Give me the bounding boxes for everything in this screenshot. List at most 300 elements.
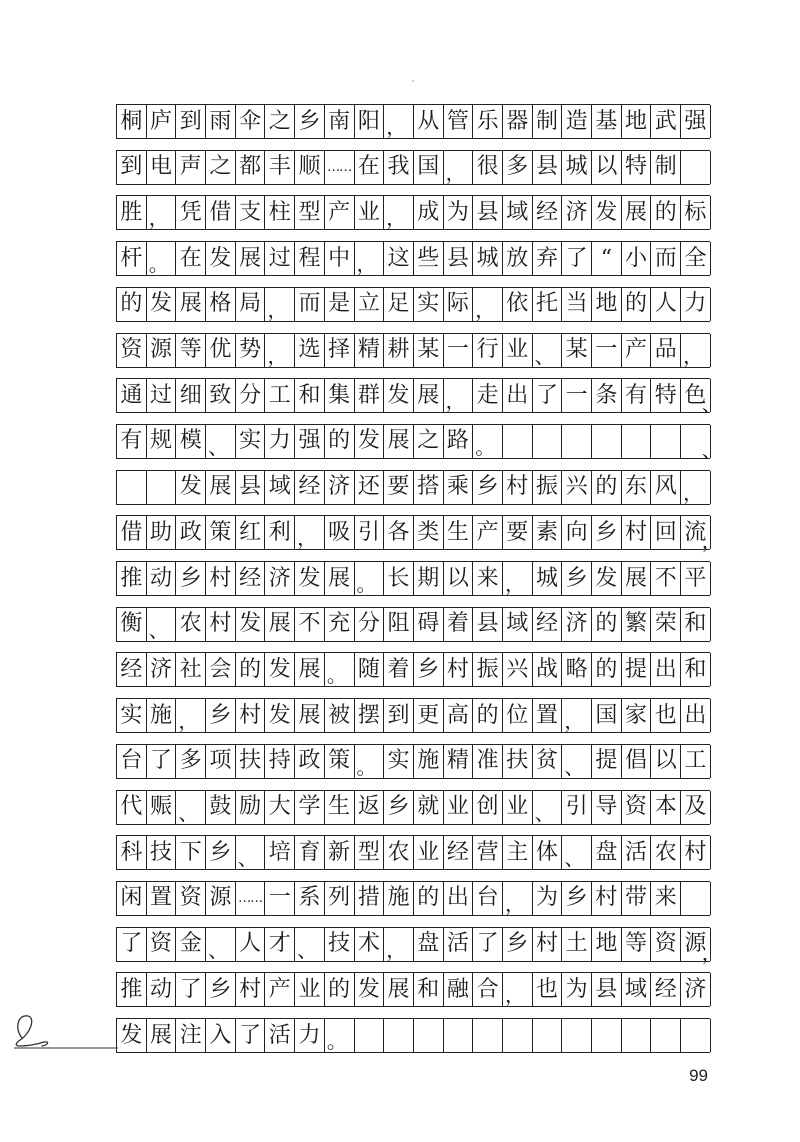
grid-row <box>116 195 710 230</box>
grid-cell: 业 <box>355 196 385 229</box>
grid-cell: 实 <box>117 699 147 732</box>
grid-cell: 持 <box>265 745 295 778</box>
grid-cell: 金 <box>176 928 206 961</box>
grid-row <box>116 104 710 139</box>
grid-cell: 期 <box>414 562 444 595</box>
grid-cell: 多 <box>503 151 533 184</box>
grid-cell: 凭 <box>176 196 206 229</box>
grid-cell: 资 <box>651 928 681 961</box>
grid-row <box>116 287 710 322</box>
grid-cell: 县 <box>592 973 622 1006</box>
grid-cell: 要 <box>384 471 414 504</box>
grid-cell: 依 <box>503 288 533 321</box>
grid-cell: 。 <box>325 653 355 686</box>
grid-cell: 就 <box>414 791 444 824</box>
grid-cell: 风 <box>651 471 681 504</box>
grid-cell: 推 <box>117 562 147 595</box>
grid-cell: 育 <box>295 836 325 869</box>
grid-cell: 、 <box>176 791 206 824</box>
grid-cell: ， <box>176 699 206 732</box>
grid-cell: 、 <box>295 928 325 961</box>
grid-cell: 村 <box>236 973 266 1006</box>
grid-cell: ， <box>444 151 474 184</box>
grid-cell: 着 <box>444 608 474 641</box>
grid-cell: 列 <box>325 882 355 915</box>
grid-cell: 经 <box>117 653 147 686</box>
page-number: 99 <box>689 1066 708 1085</box>
grid-cell: 一 <box>592 334 622 367</box>
grid-cell: 村 <box>592 882 622 915</box>
grid-row <box>116 607 710 642</box>
grid-cell: 战 <box>533 653 563 686</box>
grid-cell: 吸 <box>325 516 355 549</box>
grid-row <box>116 150 710 185</box>
grid-cell: 、 <box>206 928 236 961</box>
grid-cell: 为 <box>533 882 563 915</box>
grid-row <box>116 333 710 368</box>
grid-cell: 济 <box>147 653 177 686</box>
grid-cell: 励 <box>236 791 266 824</box>
grid-cell: 各 <box>384 516 414 549</box>
grid-cell: 的 <box>622 288 652 321</box>
grid-cell: 振 <box>473 653 503 686</box>
grid-cell: 策 <box>325 745 355 778</box>
grid-cell <box>592 1019 622 1052</box>
grid-cell: 而 <box>295 288 325 321</box>
grid-cell: 展 <box>295 699 325 732</box>
grid-cell: 细 <box>176 379 206 412</box>
grid-cell: 回 <box>651 516 681 549</box>
grid-cell: 南 <box>325 105 355 138</box>
grid-cell: 行 <box>473 334 503 367</box>
grid-row <box>116 652 710 687</box>
grid-cell: 展 <box>147 1019 177 1052</box>
grid-cell: 村 <box>444 653 474 686</box>
grid-cell: 县 <box>533 151 563 184</box>
grid-cell: 局 <box>236 288 266 321</box>
grid-cell: 导 <box>592 791 622 824</box>
grid-cell: ， <box>503 562 533 595</box>
grid-cell: 管 <box>444 105 474 138</box>
grid-cell: 顺 <box>295 151 325 184</box>
grid-cell <box>592 425 622 458</box>
grid-cell: 利 <box>265 516 295 549</box>
grid-cell: 过 <box>147 379 177 412</box>
grid-cell: 乡 <box>206 836 236 869</box>
grid-cell: 柱 <box>265 196 295 229</box>
grid-cell: 发 <box>206 242 236 275</box>
grid-cell: 乡 <box>414 653 444 686</box>
grid-cell: 业 <box>444 791 474 824</box>
grid-cell: 型 <box>295 196 325 229</box>
grid-cell: 体 <box>533 836 563 869</box>
grid-cell: 资 <box>176 882 206 915</box>
grid-cell: 地 <box>592 288 622 321</box>
grid-cell: 发 <box>592 562 622 595</box>
grid-cell: 台 <box>473 882 503 915</box>
grid-cell: 是 <box>325 288 355 321</box>
grid-cell <box>651 425 681 458</box>
grid-cell: 等 <box>176 334 206 367</box>
grid-cell: 、 <box>147 608 177 641</box>
grid-cell: 势 <box>236 334 266 367</box>
grid-cell: 乡 <box>206 699 236 732</box>
grid-cell: 政 <box>176 516 206 549</box>
grid-row <box>116 790 710 825</box>
grid-cell: 发 <box>592 196 622 229</box>
grid-row <box>116 835 710 870</box>
grid-cell: 施 <box>414 745 444 778</box>
grid-row <box>116 881 710 916</box>
grid-cell: 城 <box>473 242 503 275</box>
grid-cell: 贫 <box>533 745 563 778</box>
grid-cell: 入 <box>206 1019 236 1052</box>
grid-cell: 略 <box>562 653 592 686</box>
grid-cell: 格 <box>206 288 236 321</box>
grid-cell: 。 <box>473 425 503 458</box>
grid-cell: 红 <box>236 516 266 549</box>
grid-cell: 优 <box>206 334 236 367</box>
grid-cell: 了 <box>473 928 503 961</box>
grid-cell <box>562 1019 592 1052</box>
grid-cell: 不 <box>651 562 681 595</box>
grid-cell: 、 <box>533 791 563 824</box>
hanging-punctuation: ， <box>701 529 722 554</box>
grid-cell: 扶 <box>503 745 533 778</box>
grid-cell: 分 <box>355 608 385 641</box>
grid-cell: 不 <box>295 608 325 641</box>
grid-cell: 成 <box>414 196 444 229</box>
grid-cell: 经 <box>295 471 325 504</box>
grid-cell: 注 <box>176 1019 206 1052</box>
grid-cell: 的 <box>473 699 503 732</box>
grid-row <box>116 744 710 779</box>
grid-cell: 农 <box>384 836 414 869</box>
grid-cell: 力 <box>265 425 295 458</box>
grid-cell: 活 <box>265 1019 295 1052</box>
grid-cell: 政 <box>295 745 325 778</box>
grid-cell: 精 <box>444 745 474 778</box>
hanging-punctuation: ， <box>701 940 722 965</box>
grid-cell: 位 <box>503 699 533 732</box>
grid-cell: 技 <box>147 836 177 869</box>
grid-cell: 流 ， <box>681 516 711 549</box>
grid-cell: 标 <box>681 196 711 229</box>
grid-cell: 制 <box>651 151 681 184</box>
grid-cell: ， <box>295 516 325 549</box>
grid-cell: 济 <box>562 608 592 641</box>
grid-cell: 推 <box>117 973 147 1006</box>
grid-cell: 的 <box>236 653 266 686</box>
grid-cell: 向 <box>562 516 592 549</box>
grid-cell: 桐 <box>117 105 147 138</box>
grid-cell: 展 <box>622 196 652 229</box>
grid-row <box>116 424 722 462</box>
grid-cell: ， <box>265 334 295 367</box>
grid-cell: 经 <box>236 562 266 595</box>
grid-cell: 摆 <box>355 699 385 732</box>
grid-cell: 实 <box>236 425 266 458</box>
grid-cell: 发 <box>176 471 206 504</box>
manuscript-grid <box>116 0 722 1142</box>
grid-cell: 展 <box>295 653 325 686</box>
grid-cell: 乡 <box>295 105 325 138</box>
grid-cell: 一 <box>265 882 295 915</box>
grid-cell: 我 <box>384 151 414 184</box>
grid-cell: 域 <box>503 196 533 229</box>
grid-cell: 力 <box>295 1019 325 1052</box>
grid-cell: 济 <box>265 562 295 595</box>
grid-cell: 县 <box>236 471 266 504</box>
grid-cell: 村 <box>206 562 236 595</box>
grid-cell: ， <box>444 379 474 412</box>
grid-cell: 系 <box>295 882 325 915</box>
grid-cell: 声 <box>176 151 206 184</box>
grid-cell: 还 <box>355 471 385 504</box>
grid-cell: 品 <box>651 334 681 367</box>
grid-cell: 展 <box>384 425 414 458</box>
grid-cell <box>414 1019 444 1052</box>
grid-cell: 新 <box>325 836 355 869</box>
grid-cell: 以 <box>444 562 474 595</box>
grid-cell: 振 <box>533 471 563 504</box>
grid-cell: 的 <box>592 608 622 641</box>
grid-cell: 展 <box>176 288 206 321</box>
grid-cell: 生 <box>325 791 355 824</box>
grid-cell: 和 <box>295 379 325 412</box>
grid-cell: ， <box>503 882 533 915</box>
grid-cell: 弃 <box>533 242 563 275</box>
grid-cell: 碍 <box>414 608 444 641</box>
grid-cell: 活 <box>444 928 474 961</box>
grid-cell: 发 <box>265 699 295 732</box>
grid-cell: 盘 <box>414 928 444 961</box>
grid-cell: 分 <box>236 379 266 412</box>
grid-cell: 经 <box>444 836 474 869</box>
grid-cell: 项 <box>206 745 236 778</box>
grid-cell: 发 <box>355 973 385 1006</box>
grid-cell: 准 <box>473 745 503 778</box>
grid-cell: 来 <box>651 882 681 915</box>
grid-cell: ， <box>384 928 414 961</box>
grid-cell: 了 <box>117 928 147 961</box>
grid-cell: ， <box>681 471 711 504</box>
grid-cell: 了 <box>147 745 177 778</box>
grid-cell: ， <box>681 334 711 367</box>
grid-cell: ， <box>355 242 385 275</box>
grid-cell: 家 <box>622 699 652 732</box>
grid-cell: 业 <box>414 836 444 869</box>
grid-cell: 县 <box>473 608 503 641</box>
grid-cell: 放 <box>503 242 533 275</box>
grid-cell: 以 <box>592 151 622 184</box>
grid-cell: 业 <box>295 973 325 1006</box>
grid-cell: 有 <box>117 425 147 458</box>
grid-cell: 足 <box>384 288 414 321</box>
grid-cell: 业 <box>503 334 533 367</box>
grid-cell: 产 <box>622 334 652 367</box>
grid-cell: 县 <box>444 242 474 275</box>
grid-cell: 会 <box>206 653 236 686</box>
grid-cell: 展 <box>384 973 414 1006</box>
grid-row <box>116 515 722 554</box>
grid-cell: 济 <box>562 196 592 229</box>
grid-cell: 阻 <box>384 608 414 641</box>
grid-cell: 产 <box>265 973 295 1006</box>
grid-cell: 城 <box>562 151 592 184</box>
grid-cell: 引 <box>562 791 592 824</box>
grid-cell: 一 <box>562 379 592 412</box>
grid-cell: 条 <box>592 379 622 412</box>
grid-cell: “ <box>592 242 622 275</box>
grid-cell: 发 <box>265 653 295 686</box>
grid-cell: 庐 <box>147 105 177 138</box>
grid-cell: 措 <box>355 882 385 915</box>
grid-cell <box>355 1019 385 1052</box>
grid-cell: 的 <box>325 973 355 1006</box>
grid-cell <box>473 1019 503 1052</box>
grid-cell: 丰 <box>265 151 295 184</box>
grid-cell: 农 <box>651 836 681 869</box>
hanging-punctuation: 、 <box>701 437 722 462</box>
grid-row <box>116 378 722 417</box>
grid-cell: ， <box>147 196 177 229</box>
grid-cell: 村 <box>681 836 711 869</box>
grid-row <box>116 1018 710 1053</box>
grid-cell: 土 <box>562 928 592 961</box>
grid-cell: 精 <box>355 334 385 367</box>
grid-cell: 策 <box>206 516 236 549</box>
grid-cell: 为 <box>444 196 474 229</box>
grid-cell: 衡 <box>117 608 147 641</box>
grid-cell: 更 <box>414 699 444 732</box>
grid-cell: 全 <box>681 242 711 275</box>
grid-cell: 的 <box>414 882 444 915</box>
grid-cell: 术 <box>355 928 385 961</box>
grid-cell: 提 <box>592 745 622 778</box>
grid-cell <box>384 1019 414 1052</box>
grid-cell <box>117 471 147 504</box>
grid-cell: 雨 <box>206 105 236 138</box>
grid-row <box>116 698 710 733</box>
grid-cell <box>503 425 533 458</box>
grid-cell: 支 <box>236 196 266 229</box>
grid-cell: 发 <box>147 288 177 321</box>
grid-cell: 特 <box>651 379 681 412</box>
grid-cell: 乡 <box>562 882 592 915</box>
grid-cell: 类 <box>414 516 444 549</box>
grid-cell: 际 <box>444 288 474 321</box>
grid-cell: 到 <box>176 105 206 138</box>
grid-cell: 实 <box>414 288 444 321</box>
grid-cell: 走 <box>473 379 503 412</box>
grid-cell: 产 <box>473 516 503 549</box>
grid-cell: 乡 <box>176 562 206 595</box>
grid-cell: 合 <box>473 973 503 1006</box>
grid-cell: 兴 <box>503 653 533 686</box>
grid-cell: 施 <box>384 882 414 915</box>
grid-cell: 规 <box>147 425 177 458</box>
grid-cell: 力 <box>681 288 711 321</box>
grid-cell <box>651 1019 681 1052</box>
grid-cell: 繁 <box>622 608 652 641</box>
grid-cell: 择 <box>325 334 355 367</box>
grid-cell: 搭 <box>414 471 444 504</box>
grid-cell: 之 <box>206 151 236 184</box>
grid-cell: 施 <box>147 699 177 732</box>
grid-cell: 选 <box>295 334 325 367</box>
grid-cell: 代 <box>117 791 147 824</box>
grid-cell: 乡 <box>562 562 592 595</box>
grid-cell <box>562 425 592 458</box>
grid-cell: 资 <box>117 334 147 367</box>
grid-cell: …… <box>236 882 266 915</box>
grid-cell: 之 <box>414 425 444 458</box>
grid-cell: 经 <box>651 973 681 1006</box>
grid-cell: 乡 <box>592 516 622 549</box>
grid-cell: 域 <box>503 608 533 641</box>
grid-cell: 在 <box>355 151 385 184</box>
grid-cell: 工 <box>681 745 711 778</box>
grid-cell: ， <box>562 699 592 732</box>
grid-cell: 、 <box>562 836 592 869</box>
grid-cell: 某 <box>414 334 444 367</box>
handwritten-initial <box>4 1008 120 1054</box>
grid-cell: 展 <box>236 242 266 275</box>
grid-cell: 小 <box>622 242 652 275</box>
grid-cell: 借 <box>206 196 236 229</box>
grid-cell: 引 <box>355 516 385 549</box>
grid-cell: 。 <box>355 562 385 595</box>
grid-cell: 到 <box>117 151 147 184</box>
grid-cell: 济 <box>325 471 355 504</box>
grid-cell: 、 <box>236 836 266 869</box>
grid-cell: 武 <box>651 105 681 138</box>
grid-cell: 兴 <box>562 471 592 504</box>
grid-cell: 学 <box>295 791 325 824</box>
grid-cell: 展 <box>265 608 295 641</box>
grid-cell: 技 <box>325 928 355 961</box>
grid-cell: 农 <box>176 608 206 641</box>
grid-cell: 置 <box>147 882 177 915</box>
grid-cell: 本 <box>651 791 681 824</box>
grid-cell: 动 <box>147 973 177 1006</box>
grid-cell: 和 <box>414 973 444 1006</box>
grid-cell: 源 <box>147 334 177 367</box>
grid-cell: 源 ， <box>681 928 711 961</box>
grid-cell: 通 <box>117 379 147 412</box>
grid-cell: 村 <box>236 699 266 732</box>
grid-cell <box>533 425 563 458</box>
grid-cell: 借 <box>117 516 147 549</box>
grid-cell: 而 <box>651 242 681 275</box>
grid-cell: 科 <box>117 836 147 869</box>
grid-cell: 有 <box>622 379 652 412</box>
grid-cell: 着 <box>384 653 414 686</box>
grid-cell: 到 <box>384 699 414 732</box>
grid-cell: 制 <box>533 105 563 138</box>
grid-cell: 被 <box>325 699 355 732</box>
grid-cell: 返 <box>355 791 385 824</box>
grid-cell: ， <box>473 288 503 321</box>
grid-cell: 都 <box>236 151 266 184</box>
grid-cell: 展 <box>414 379 444 412</box>
grid-cell: 发 <box>117 1019 147 1052</box>
grid-cell: 致 <box>206 379 236 412</box>
grid-cell: 动 <box>147 562 177 595</box>
grid-cell: 主 <box>503 836 533 869</box>
grid-cell: 带 <box>622 882 652 915</box>
